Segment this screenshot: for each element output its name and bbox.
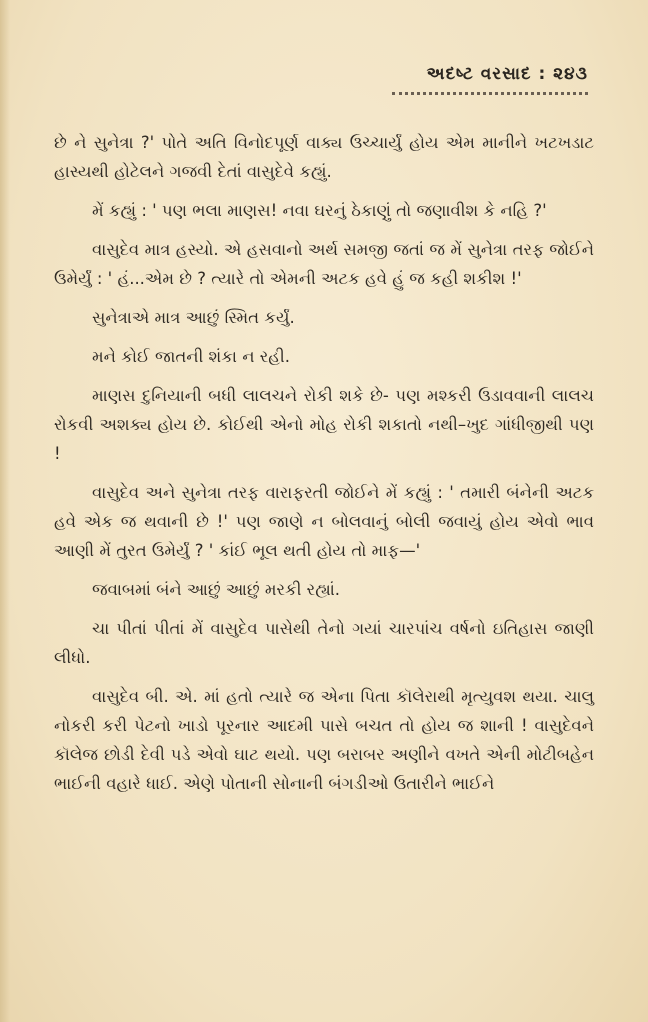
paragraph-7: વાસુદેવ અને સુનેત્રા તરફ વારાફરતી જોઈને મેં કહ્યું : ' તમારી બંનેની અટક હવે એક જ થવાની છે !' પણ જાણે ન બોલવાનું બોલી જવાયું હોય એવો ભાવ આણી મેં તુરત ઉમેર્યું ? ' કાંઈ ભૂલ થતી હોય તો માફ—' bbox=[54, 483, 594, 560]
body-text bbox=[54, 128, 594, 808]
paragraph-5: મને કોઈ જાતની શંકા ન રહી. bbox=[92, 347, 290, 366]
paragraph-10: વાસુદેવ બી. એ. માં હતો ત્યારે જ એના પિતા કૉલેરાથી મૃત્યુવશ થયા. ચાલુ નોકરી કરી પેટનો ખાડો પૂરનાર આદમી પાસે બચત તો હોય જ શાની ! વાસુદેવને કૉલેજ છોડી દેવી પડે એવો ઘાટ થયો. પણ બરાબર અણીને વખતે એની મોટીબહેન ભાઈની વહારે ધાઈ. એણે પોતાની સોનાની બંગડીઓ ઉતારીને ભાઈને bbox=[54, 687, 594, 793]
paragraph-9: ચા પીતાં પીતાં મેં વાસુદેવ પાસેથી તેનો ગયાં ચારપાંચ વર્ષનો ઇતિહાસ જાણી લીધો. bbox=[54, 619, 594, 667]
header-dotted-rule bbox=[392, 92, 588, 95]
paragraph-8: જવાબમાં બંને આછું આછું મરકી રહ્યાં. bbox=[92, 580, 341, 599]
running-head: અદષ્ટ વરસાદ : ૨૪૩ bbox=[426, 64, 588, 84]
paragraph-6: માણસ દુનિયાની બધી લાલચને રોકી શકે છે- પણ મશ્કરી ઉડાવવાની લાલચ રોકવી અશક્ય હોય છે. કોઈથી એનો મોહ રોકી શકાતો નથી–ખુદ ગાંધીજીથી પણ ! bbox=[54, 386, 594, 463]
paragraph-1: છે ને સુનેત્રા ?' પોતે અતિ વિનોદપૂર્ણ વાક્ય ઉચ્ચાર્યું હોય એમ માનીને ખટખડાટ હાસ્યથી હોટેલને ગજવી દેતાં વાસુદેવે કહ્યું. bbox=[54, 133, 594, 181]
paragraph-3: વાસુદેવ માત્ર હસ્યો. એ હસવાનો અર્થ સમજી જતાં જ મેં સુનેત્રા તરફ જોઈને ઉમેર્યું : ' હં...એમ છે ? ત્યારે તો એમની અટક હવે હું જ કહી શકીશ !' bbox=[54, 240, 594, 288]
page-edge-shadow bbox=[0, 0, 10, 1022]
paragraph-4: સુનેત્રાએ માત્ર આછું સ્મિત કર્યું. bbox=[92, 308, 295, 327]
paragraph-2: મેં કહ્યું : ' પણ ભલા માણસ! નવા ઘરનું ઠેકાણું તો જણાવીશ કે નહિ ?' bbox=[92, 201, 547, 220]
